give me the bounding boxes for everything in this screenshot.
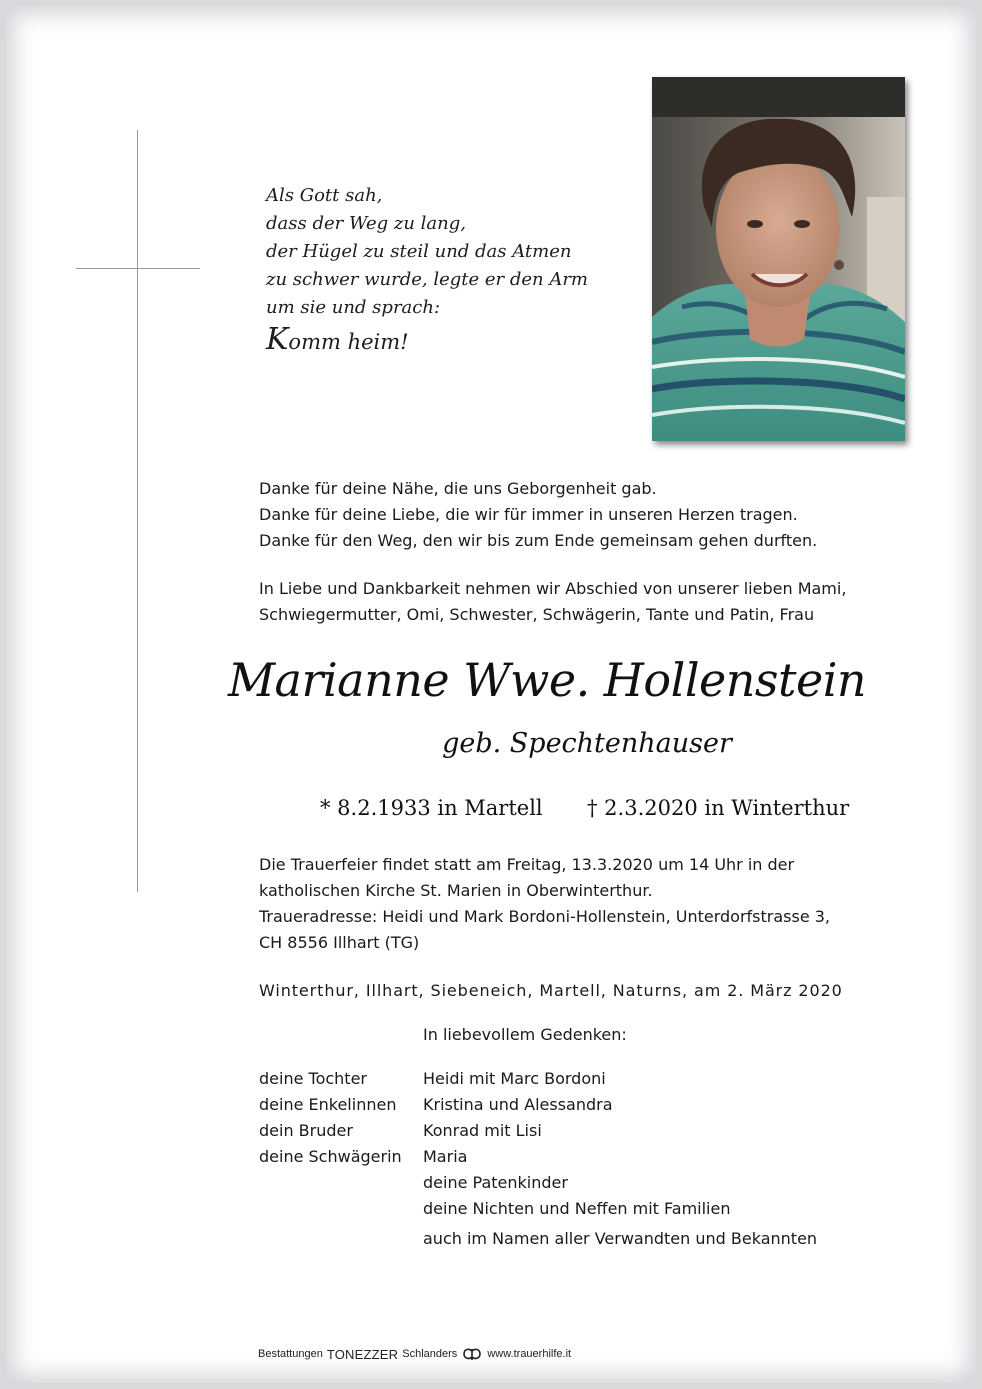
footer: [258, 1346, 571, 1362]
footer-town: Schlanders: [402, 1348, 458, 1360]
thanks-line: Danke für deine Nähe, die uns Geborgenheit gab.: [259, 479, 657, 498]
poem-line: der Hügel zu steil und das Atmen: [266, 241, 572, 262]
obituary-card: [6, 6, 976, 1383]
relative-relation: deine Enkelinnen: [259, 1095, 397, 1114]
service-line: CH 8556 Illhart (TG): [259, 933, 420, 952]
relative-names: Heidi mit Marc Bordoni: [423, 1069, 606, 1088]
service-paragraph: [259, 852, 830, 956]
poem-line: Als Gott sah,: [266, 185, 383, 206]
footer-prefix: Bestattungen: [258, 1348, 323, 1360]
cross-vertical-bar: [137, 130, 138, 892]
death-date: † 2.3.2020 in Winterthur: [587, 796, 850, 820]
relative-names: deine Nichten und Neffen mit Familien: [423, 1199, 731, 1218]
relative-names: Konrad mit Lisi: [423, 1121, 542, 1140]
poem-line: dass der Weg zu lang,: [266, 213, 467, 234]
farewell-line: Schwiegermutter, Omi, Schwester, Schwägerin, Tante und Patin, Frau: [259, 605, 815, 624]
relative-names: auch im Namen aller Verwandten und Bekannten: [423, 1229, 818, 1248]
service-line: katholischen Kirche St. Marien in Oberwinterthur.: [259, 881, 653, 900]
farewell-paragraph: [259, 576, 846, 628]
service-line: Die Trauerfeier findet statt am Freitag, 13.3.2020 um 14 Uhr in der: [259, 855, 795, 874]
cross-horizontal-bar: [76, 268, 200, 269]
poem-line: zu schwer wurde, legte er den Arm: [266, 269, 588, 290]
thanks-line: Danke für deine Liebe, die wir für immer in unseren Herzen tragen.: [259, 505, 798, 524]
thanks-line: Danke für den Weg, den wir bis zum Ende gemeinsam gehen durften.: [259, 531, 818, 550]
relative-names: Kristina und Alessandra: [423, 1095, 613, 1114]
poem-line: um sie und sprach:: [266, 297, 441, 318]
birth-date: * 8.2.1933 in Martell: [320, 796, 543, 820]
relative-relation: dein Bruder: [259, 1121, 353, 1140]
relative-names: deine Patenkinder: [423, 1173, 568, 1192]
gedenken-heading: In liebevollem Gedenken:: [423, 1025, 627, 1044]
poem: [266, 182, 588, 356]
relative-names: Maria: [423, 1147, 468, 1166]
footer-url[interactable]: www.trauerhilfe.it: [487, 1348, 572, 1360]
farewell-line: In Liebe und Dankbarkeit nehmen wir Abschied von unserer lieben Mami,: [259, 579, 847, 598]
footer-brand: TONEZZER: [326, 1346, 399, 1362]
place-date-line: [259, 978, 843, 1004]
relative-relation: deine Schwägerin: [259, 1147, 402, 1166]
birth-name: geb. Spechtenhauser: [442, 728, 732, 759]
trauerhilfe-logo-icon: [461, 1346, 483, 1362]
poem-closing: [266, 322, 588, 357]
poem-closing-rest: omm heim!: [288, 330, 409, 354]
relative-relation: deine Tochter: [259, 1069, 367, 1088]
place-date: Winterthur, Illhart, Siebeneich, Martell, Naturns, am 2. März 2020: [259, 981, 843, 1000]
deceased-name: Marianne Wwe. Hollenstein: [227, 653, 867, 707]
portrait-photo: [652, 77, 905, 441]
poem-closing-initial: K: [266, 322, 289, 357]
portrait-image: [652, 77, 905, 441]
service-line: Traueradresse: Heidi und Mark Bordoni-Hollenstein, Unterdorfstrasse 3,: [259, 907, 831, 926]
thanks-paragraph: [259, 476, 817, 554]
